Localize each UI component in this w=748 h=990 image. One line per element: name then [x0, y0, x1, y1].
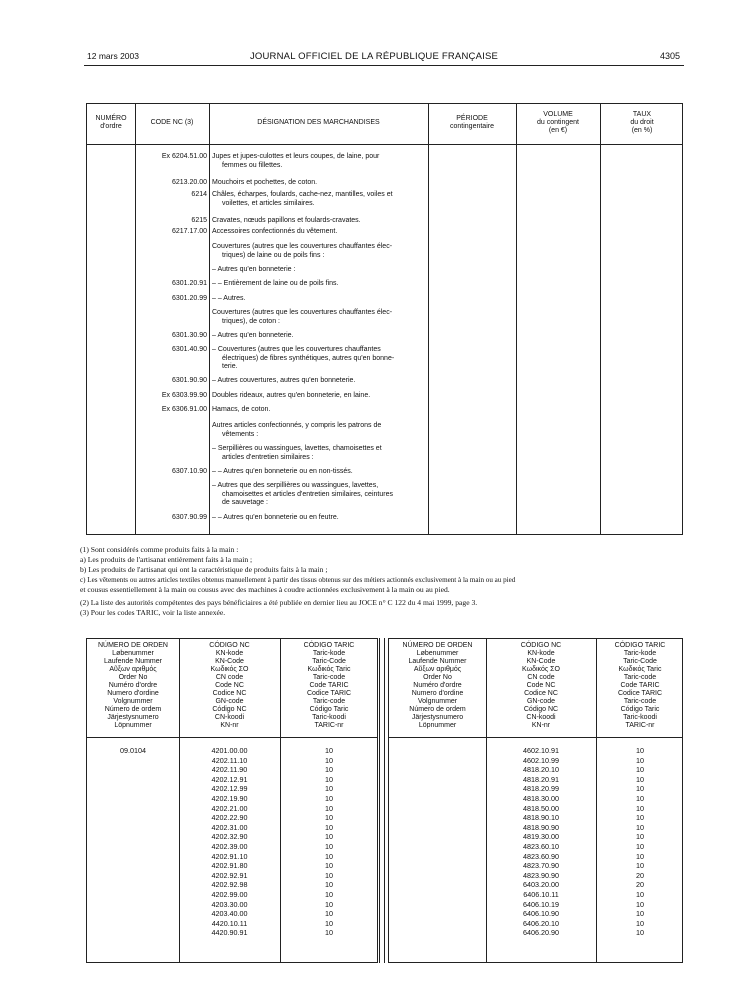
- nc-code: 4823.60.90: [523, 851, 559, 861]
- header-line: Volgnummer: [417, 698, 458, 705]
- nc-code: 4823.90.90: [523, 870, 559, 880]
- header-line: Løbenummer: [416, 650, 459, 657]
- nc-code: Ex 6303.99.90: [161, 392, 207, 399]
- taric-code: 10: [636, 889, 644, 899]
- taric-code: 10: [325, 928, 333, 938]
- header-line: Order No: [118, 674, 148, 681]
- taric-code-list: [596, 746, 684, 938]
- header-line: CÓDIGO TARIC: [614, 642, 666, 649]
- header-line: Taric-code: [623, 698, 657, 705]
- header-line: CN code: [215, 674, 244, 681]
- header-line: Laufende Nummer: [408, 658, 467, 665]
- taric-code: 10: [325, 813, 333, 823]
- nc-code: 6217.17.00: [171, 228, 207, 235]
- taric-table-right: [388, 638, 683, 963]
- header-line: KN-kode: [215, 650, 244, 657]
- header-line: Code TARIC: [620, 682, 660, 689]
- designation-text: Couvertures (autres que les couvertures chauffantes élec- triques), de coton :: [212, 309, 393, 325]
- taric-code: 10: [636, 813, 644, 823]
- nc-code: 4203.40.00: [211, 909, 248, 919]
- header-line: Número de ordem: [409, 706, 466, 713]
- footnote-1: (1) Sont considérés comme produits faits à la main :: [80, 545, 239, 554]
- taric-code: 10: [636, 822, 644, 832]
- col-taric-header: [280, 642, 378, 730]
- header-line: Löpnummer: [418, 722, 457, 729]
- nc-code: 6301.40.90: [171, 346, 207, 353]
- taric-code: 10: [636, 861, 644, 871]
- taric-code: 10: [636, 746, 644, 755]
- nc-code: 4203.30.00: [211, 899, 248, 909]
- header-line: Order No: [423, 674, 452, 681]
- designation-text: Châles, écharpes, foulards, cache-nez, mantilles, voiles et voilettes, et articles similaires.: [212, 191, 393, 207]
- taric-code: 10: [325, 880, 333, 890]
- designation-text: – – Autres.: [212, 295, 246, 302]
- footnote-1b: b) Les produits de l'artisanat qui ont la caractéristique de produits faits à la main ;: [80, 565, 328, 574]
- nc-code: 4202.91.10: [211, 851, 248, 861]
- header-line: Järjestysnumero: [107, 714, 159, 721]
- header-line: GN-code: [215, 698, 244, 705]
- header-line: Taric-code: [623, 674, 657, 681]
- nc-code: 4202.92.91: [211, 870, 248, 880]
- taric-code: 10: [636, 803, 644, 813]
- taric-code: 10: [636, 899, 644, 909]
- taric-code: 10: [325, 832, 333, 842]
- nc-code: 4202.32.90: [211, 832, 248, 842]
- header-line: CN-koodi: [526, 714, 556, 721]
- header-line: Αῦξων αριθμός: [109, 666, 157, 673]
- designation-text: – Autres couvertures, autres qu'en bonneterie.: [212, 377, 356, 384]
- taric-code: 10: [636, 851, 644, 861]
- col-taux-header: TAUX du droit (en %): [630, 111, 654, 134]
- header-line: KN-kode: [527, 650, 555, 657]
- taric-code: 20: [636, 880, 644, 890]
- designation-text: – Couvertures (autres que les couvertures chauffantes électriques) de fibres synthétiques, autres qu'en bonne- terie.: [212, 346, 395, 371]
- nc-code: 4602.10.91: [523, 746, 559, 755]
- header-line: Taric-Code: [312, 658, 346, 665]
- header-line: Κωδικός Taric: [618, 666, 662, 673]
- nc-code: 6307.90.99: [171, 514, 207, 521]
- nc-code: 4818.20.99: [523, 784, 559, 794]
- taric-table-left: [86, 638, 378, 963]
- taric-code: 10: [636, 841, 644, 851]
- nc-code: 6406.10.19: [523, 899, 559, 909]
- nc-code: 6406.10.90: [523, 909, 559, 919]
- taric-code: 10: [325, 774, 333, 784]
- nc-code: 4202.99.00: [211, 889, 248, 899]
- nc-code: 4818.30.00: [523, 793, 559, 803]
- header-line: Volgnummer: [113, 698, 153, 705]
- header-line: Numéro d'ordre: [413, 682, 462, 689]
- nc-code: 4202.39.00: [211, 841, 248, 851]
- nc-code: 4202.21.00: [211, 803, 248, 813]
- header-line: Numéro d'ordre: [108, 682, 158, 689]
- header-line: Code TARIC: [309, 682, 349, 689]
- designation-text: Jupes et jupes-culottes et leurs coupes, de laine, pour femmes ou fillettes.: [212, 153, 380, 169]
- journal-title: JOURNAL OFFICIEL DE LA RÉPUBLIQUE FRANÇAISE: [249, 51, 499, 62]
- nc-code: 6214: [191, 191, 207, 198]
- header-line: Código Taric: [620, 706, 660, 713]
- table-separator: [379, 638, 385, 963]
- taric-code: 10: [325, 746, 333, 755]
- designation-text: – Autres que des serpillières ou wassingues, lavettes, chamoisettes et articles d'entretien similaires, ceintures de sauvetage :: [212, 482, 393, 507]
- taric-code: 10: [325, 803, 333, 813]
- nc-code: 4202.12.91: [211, 774, 248, 784]
- header-line: Taric-koodi: [312, 714, 346, 721]
- taric-code: 10: [636, 918, 644, 928]
- designation-text: Doubles rideaux, autres qu'en bonneterie, en laine.: [212, 392, 371, 399]
- nc-code: 4202.11.10: [211, 755, 248, 765]
- nc-code: 6403.20.00: [523, 880, 559, 890]
- header-line: KN-nr: [531, 722, 551, 729]
- header-line: Κωδικός ΣΟ: [522, 666, 560, 673]
- taric-code: 10: [325, 851, 333, 861]
- header-line: Αῦξων αριθμός: [413, 666, 462, 673]
- nc-code: 6215: [191, 217, 207, 224]
- nc-code: 4202.11.90: [211, 765, 248, 775]
- nc-code: 4823.70.90: [523, 861, 559, 871]
- nc-code-list: [486, 746, 596, 938]
- designation-text: Accessoires confectionnés du vêtement.: [212, 228, 338, 235]
- header-line: Numero d'ordine: [107, 690, 159, 697]
- header-line: TARIC-nr: [314, 722, 344, 729]
- taric-code: 10: [325, 765, 333, 775]
- taric-code: 10: [325, 755, 333, 765]
- nc-code: 4818.90.10: [523, 813, 559, 823]
- nc-code: 6406.10.11: [523, 889, 559, 899]
- taric-code: 10: [325, 889, 333, 899]
- nc-code: 4420.90.91: [211, 928, 248, 938]
- taric-code: 10: [325, 899, 333, 909]
- nc-code: 4202.22.90: [211, 813, 248, 823]
- designation-text: – – Autres qu'en bonneterie ou en non-tissés.: [212, 468, 353, 475]
- nc-code: 4602.10.99: [523, 755, 559, 765]
- nc-code: 4818.20.10: [523, 765, 559, 775]
- header-line: Codice NC: [524, 690, 558, 697]
- header-line: CÓDIGO NC: [520, 642, 562, 649]
- taric-code: 10: [636, 832, 644, 842]
- nc-code: 4818.20.91: [523, 774, 559, 784]
- header-rule: [84, 65, 684, 66]
- footnote-1c-cont: et cousus essentiellement à la main ou cousus avec des machines à coudre actionnées exclusivement à la main ou au pied.: [80, 585, 450, 594]
- col-taric-header: [596, 642, 684, 730]
- col-numero-header: NUMÉRO d'ordre: [95, 115, 127, 130]
- designation-text: – Autres qu'en bonneterie :: [212, 266, 296, 273]
- header-line: Code NC: [526, 682, 556, 689]
- quota-table: [86, 103, 683, 535]
- taric-code: 10: [325, 861, 333, 871]
- footnote-3: (3) Pour les codes TARIC, voir la liste annexée.: [80, 608, 226, 617]
- designation-text: – – Autres qu'en bonneterie ou en feutre.: [212, 514, 339, 521]
- header-line: Taric-code: [312, 674, 346, 681]
- header-line: TARIC-nr: [625, 722, 655, 729]
- header-line: NÚMERO DE ORDEN: [97, 642, 168, 649]
- nc-code: 6301.20.91: [171, 280, 207, 287]
- taric-code: 10: [636, 765, 644, 775]
- nc-code: 4420.10.11: [211, 918, 248, 928]
- col-order-header: [87, 642, 179, 730]
- nc-code: 6406.20.90: [523, 928, 559, 938]
- header-line: Code NC: [215, 682, 244, 689]
- designation-text: Couvertures (autres que les couvertures chauffantes élec- triques) de laine ou de poils fins :: [212, 243, 393, 259]
- designation-text: – Autres qu'en bonneterie.: [212, 332, 294, 339]
- header-date: 12 mars 2003: [87, 51, 139, 61]
- designation-text: Hamacs, de coton.: [212, 406, 271, 413]
- footnote-1a: a) Les produits de l'artisanat entièrement faits à la main ;: [80, 555, 253, 564]
- nc-code: 4202.91.80: [211, 861, 248, 871]
- header-line: Código NC: [212, 706, 247, 713]
- taric-code: 10: [636, 928, 644, 938]
- nc-code: 4202.92.98: [211, 880, 248, 890]
- header-line: Taric-code: [312, 698, 346, 705]
- header-line: KN-nr: [220, 722, 239, 729]
- header-line: Código NC: [523, 706, 559, 713]
- designation-text: Cravates, nœuds papillons et foulards-cravates.: [212, 217, 361, 224]
- col-code-header: CODE NC (3): [150, 119, 194, 126]
- nc-code: 4201.00.00: [211, 746, 248, 755]
- footnote-2: (2) La liste des autorités compétentes des pays bénéficiaires a été publiée en dernier lieu au JOCE n° C 122 du 4 mai 1999, page 3.: [80, 598, 478, 607]
- header-line: Κωδικός Taric: [307, 666, 351, 673]
- taric-code: 10: [325, 909, 333, 919]
- nc-code: 4202.19.90: [211, 793, 248, 803]
- col-designation-header: DÉSIGNATION DES MARCHANDISES: [257, 119, 380, 126]
- taric-code: 10: [636, 909, 644, 919]
- col-nc-header: [486, 642, 596, 730]
- nc-code: 4819.30.00: [523, 832, 559, 842]
- header-line: Laufende Nummer: [104, 658, 162, 665]
- header-line: KN-Code: [215, 658, 244, 665]
- header-line: Código Taric: [309, 706, 349, 713]
- taric-code: 20: [636, 870, 644, 880]
- nc-code: 4818.90.90: [523, 822, 559, 832]
- taric-code: 10: [325, 793, 333, 803]
- taric-code: 10: [325, 870, 333, 880]
- nc-code: 4823.60.10: [523, 841, 559, 851]
- nc-code: 4202.31.00: [211, 822, 248, 832]
- order-number: 09.0104: [120, 746, 146, 755]
- nc-code: 6213.20.00: [171, 179, 207, 186]
- header-line: CN-koodi: [214, 714, 245, 721]
- taric-code: 10: [325, 822, 333, 832]
- header-line: GN-code: [526, 698, 555, 705]
- header-line: Codice TARIC: [306, 690, 352, 697]
- taric-code: 10: [325, 841, 333, 851]
- header-line: Taric-Code: [623, 658, 657, 665]
- nc-code-list: [179, 746, 280, 938]
- nc-code: 6301.30.90: [171, 332, 207, 339]
- header-line: KN-Code: [526, 658, 556, 665]
- nc-code: 6301.90.90: [171, 377, 207, 384]
- header-line: Löpnummer: [114, 722, 152, 729]
- taric-code: 10: [636, 784, 644, 794]
- header-line: CN code: [527, 674, 555, 681]
- nc-code: 4202.12.99: [211, 784, 248, 794]
- col-volume-header: VOLUME du contingent (en €): [536, 111, 580, 134]
- designation-text: Mouchoirs et pochettes, de coton.: [212, 179, 318, 186]
- designation-text: – Serpillières ou wassingues, lavettes, chamoisettes et articles d'entretien similaires :: [212, 445, 382, 461]
- taric-code-list: [280, 746, 378, 938]
- col-periode-header: PÉRIODE contingentaire: [450, 115, 494, 130]
- designation-text: – – Entièrement de laine ou de poils fins.: [212, 280, 339, 287]
- header-line: Taric-kode: [623, 650, 657, 657]
- col-order-header: [389, 642, 486, 730]
- header-line: Número de ordem: [104, 706, 162, 713]
- header-line: CÓDIGO TARIC: [303, 642, 355, 649]
- taric-code: 10: [636, 755, 644, 765]
- taric-code: 10: [325, 918, 333, 928]
- taric-code: 10: [636, 793, 644, 803]
- header-line: Løbenummer: [112, 650, 154, 657]
- nc-code: 6307.10.90: [171, 468, 207, 475]
- nc-code: 6406.20.10: [523, 918, 559, 928]
- designation-text: Autres articles confectionnés, y compris les patrons de vêtements :: [212, 422, 382, 438]
- header-line: Taric-koodi: [623, 714, 657, 721]
- nc-code: Ex 6306.91.00: [161, 406, 207, 413]
- header-line: Järjestysnumero: [411, 714, 464, 721]
- nc-code: 6301.20.99: [171, 295, 207, 302]
- header-line: Κωδικός ΣΟ: [210, 666, 249, 673]
- nc-code: 4818.50.00: [523, 803, 559, 813]
- footnote-1c: c) Les vêtements ou autres articles textiles obtenus manuellement à partir des tissus obtenus sur des métiers actionnés exclusivement à la main ou au pied: [80, 576, 516, 584]
- page-number: 4305: [660, 51, 681, 61]
- nc-code: Ex 6204.51.00: [161, 153, 207, 160]
- header-line: Numero d'ordine: [411, 690, 464, 697]
- header-line: Taric-kode: [312, 650, 346, 657]
- header-line: CÓDIGO NC: [209, 642, 250, 649]
- taric-code: 10: [636, 774, 644, 784]
- header-line: NÚMERO DE ORDEN: [402, 642, 473, 649]
- header-line: Codice TARIC: [617, 690, 663, 697]
- col-nc-header: [179, 642, 280, 730]
- header-line: Codice NC: [212, 690, 247, 697]
- taric-code: 10: [325, 784, 333, 794]
